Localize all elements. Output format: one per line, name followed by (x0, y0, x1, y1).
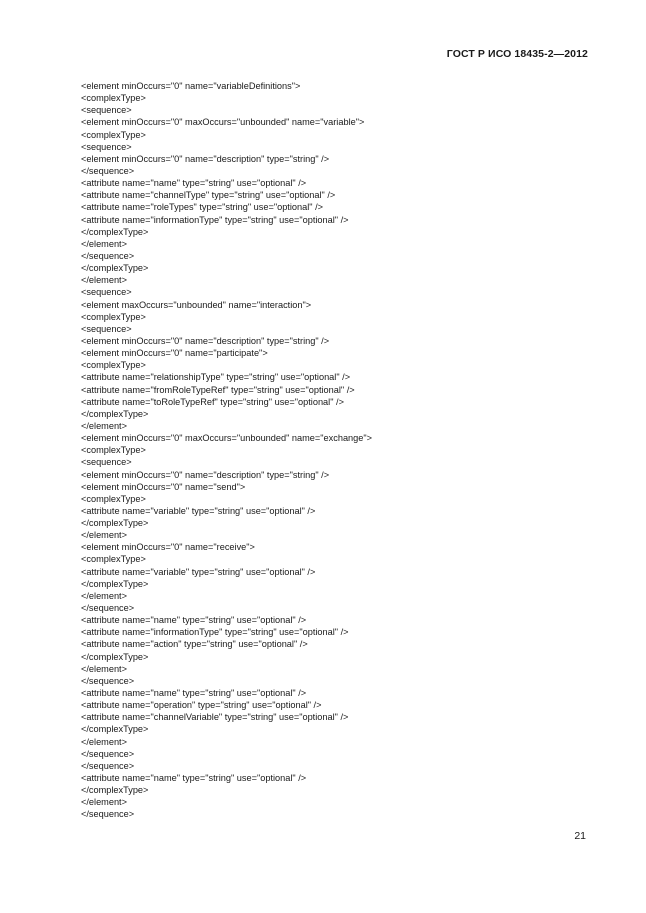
code-line: <sequence> (81, 105, 132, 116)
code-line: </complexType> (81, 578, 149, 589)
code-line: <element maxOccurs="unbounded" name="interaction"> (81, 299, 312, 310)
code-line: <complexType> (81, 360, 146, 371)
code-line: </element> (81, 420, 127, 431)
code-line: <complexType> (81, 445, 146, 456)
code-line: </complexType> (81, 518, 149, 529)
code-line: <element minOccurs="0" name="description" type="string" /> (81, 153, 330, 164)
code-line: <element minOccurs="0" name="send"> (81, 481, 246, 492)
code-line: <element minOccurs="0" maxOccurs="unbounded" name="exchange"> (81, 433, 373, 444)
code-line: <complexType> (81, 554, 146, 565)
code-line: <attribute name="informationType" type="string" use="optional" /> (81, 627, 349, 638)
code-line: <attribute name="channelVariable" type="string" use="optional" /> (81, 712, 349, 723)
code-line: <complexType> (81, 129, 146, 140)
code-line: </sequence> (81, 809, 135, 820)
code-line: </complexType> (81, 724, 149, 735)
code-line: <attribute name="fromRoleTypeRef" type="string" use="optional" /> (81, 384, 355, 395)
code-listing (81, 80, 606, 821)
code-line: </complexType> (81, 785, 149, 796)
code-line: <attribute name="name" type="string" use="optional" /> (81, 773, 307, 784)
page-number: 21 (574, 830, 586, 842)
code-line: <attribute name="informationType" type="string" use="optional" /> (81, 214, 349, 225)
code-line: </element> (81, 797, 127, 808)
code-line: </sequence> (81, 603, 135, 614)
code-line: </element> (81, 275, 127, 286)
code-line: <attribute name="variable" type="string" use="optional" /> (81, 566, 316, 577)
code-line: </element> (81, 238, 127, 249)
code-line: </complexType> (81, 408, 149, 419)
code-line: <sequence> (81, 141, 132, 152)
code-line: <attribute name="roleTypes" type="string" use="optional" /> (81, 202, 323, 213)
code-line: <attribute name="name" type="string" use="optional" /> (81, 178, 307, 189)
code-line: <element minOccurs="0" name="participate"> (81, 348, 268, 359)
code-line: <sequence> (81, 323, 132, 334)
code-line: <attribute name="action" type="string" use="optional" /> (81, 639, 308, 650)
code-line: </element> (81, 530, 127, 541)
code-line: <attribute name="operation" type="string" use="optional" /> (81, 700, 322, 711)
code-line: <element minOccurs="0" name="description" type="string" /> (81, 469, 330, 480)
code-line: <attribute name="name" type="string" use="optional" /> (81, 688, 307, 699)
code-line: <sequence> (81, 287, 132, 298)
code-line: </sequence> (81, 250, 135, 261)
code-line: </element> (81, 736, 127, 747)
code-line: <attribute name="relationshipType" type="string" use="optional" /> (81, 372, 351, 383)
code-line: <sequence> (81, 457, 132, 468)
code-line: </element> (81, 663, 127, 674)
code-line: <complexType> (81, 93, 146, 104)
code-line: </sequence> (81, 748, 135, 759)
code-line: <attribute name="name" type="string" use="optional" /> (81, 615, 307, 626)
code-line: </complexType> (81, 651, 149, 662)
document-header: ГОСТ Р ИСО 18435-2—2012 (446, 48, 588, 60)
code-line: </element> (81, 590, 127, 601)
code-line: <attribute name="variable" type="string" use="optional" /> (81, 505, 316, 516)
code-line: </sequence> (81, 675, 135, 686)
code-line: <attribute name="channelType" type="string" use="optional" /> (81, 190, 336, 201)
code-line: </complexType> (81, 226, 149, 237)
code-line: <element minOccurs="0" name="variableDefinitions"> (81, 81, 301, 91)
code-line: <attribute name="toRoleTypeRef" type="string" use="optional" /> (81, 396, 344, 407)
code-line: <element minOccurs="0" maxOccurs="unbounded" name="variable"> (81, 117, 365, 128)
code-line: <complexType> (81, 493, 146, 504)
code-line: <element minOccurs="0" name="description" type="string" /> (81, 335, 330, 346)
code-line: </sequence> (81, 165, 135, 176)
code-line: <element minOccurs="0" name="receive"> (81, 542, 255, 553)
code-line: </complexType> (81, 263, 149, 274)
code-line: </sequence> (81, 760, 135, 771)
code-line: <complexType> (81, 311, 146, 322)
